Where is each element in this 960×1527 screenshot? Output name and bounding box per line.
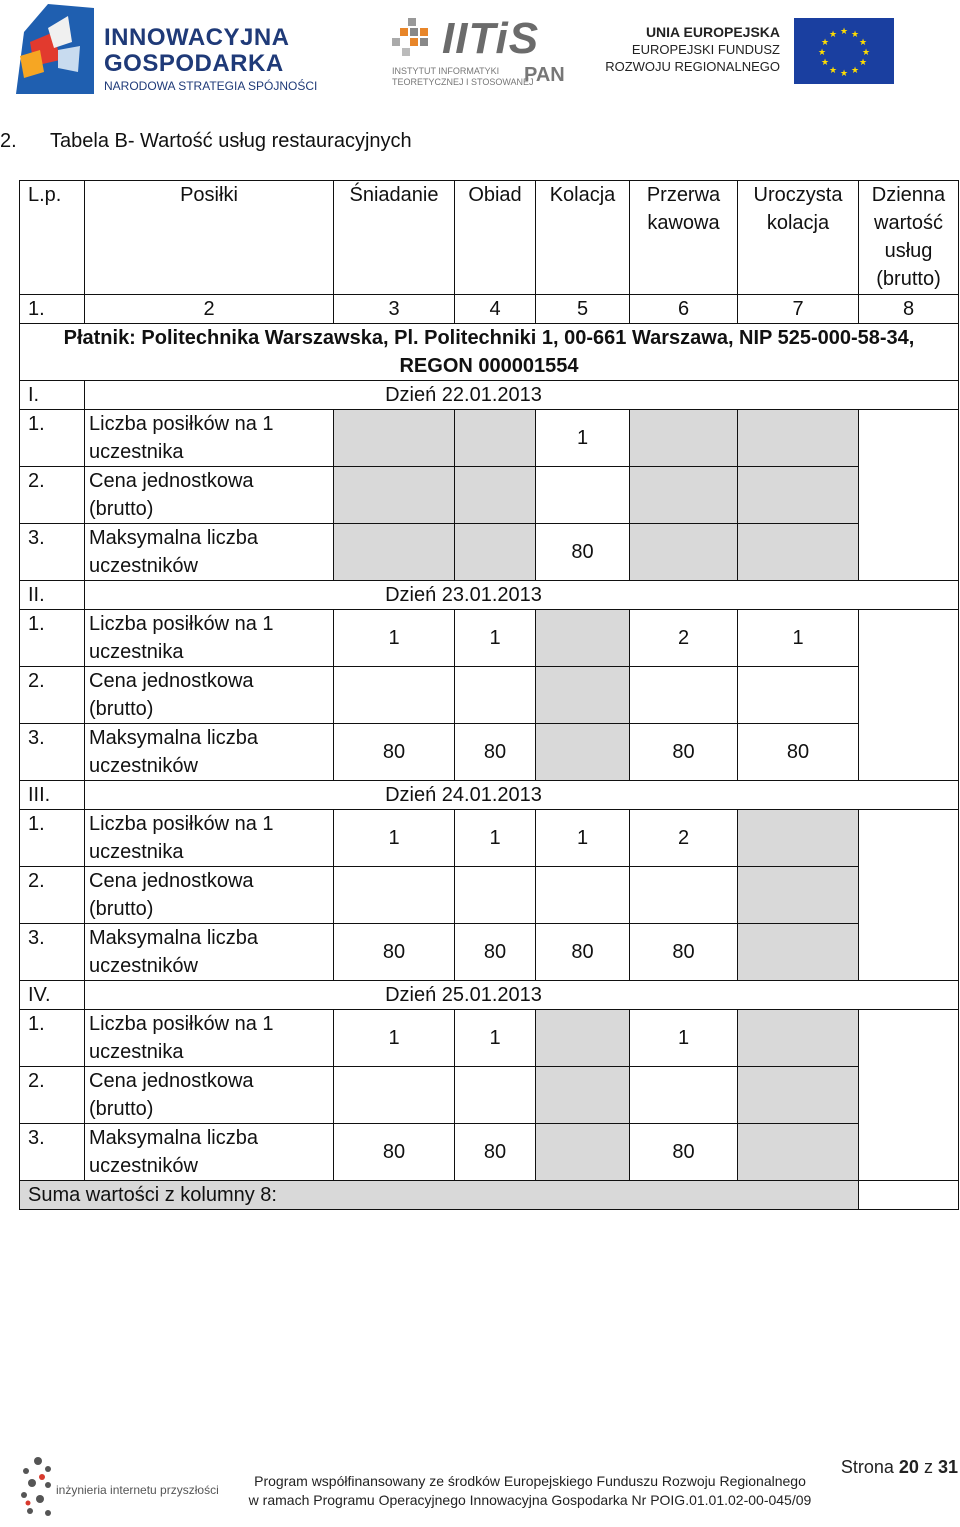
cell-uroczysta	[738, 410, 859, 467]
day-row	[20, 981, 959, 1010]
price-row	[20, 467, 959, 524]
row-label-line2: uczestnika	[89, 441, 184, 463]
program-line1: Program współfinansowany ze środków Europejskiego Funduszu Rozwoju Regionalnego	[254, 1473, 806, 1489]
day-roman: II.	[20, 581, 85, 610]
row-label-line1: Cena jednostkowa	[89, 1070, 254, 1092]
cell-obiad	[455, 667, 536, 724]
cell-obiad: 1	[455, 810, 536, 867]
row-label	[85, 724, 334, 781]
row-label-line1: Liczba posiłków na 1	[89, 613, 274, 635]
row-label-line1: Liczba posiłków na 1	[89, 1013, 274, 1035]
row-number: 2.	[20, 467, 85, 524]
cell-obiad	[455, 867, 536, 924]
row-label	[85, 1067, 334, 1124]
colnum-6: 6	[630, 295, 738, 324]
cell-dzienna	[859, 810, 959, 981]
cell-sniadanie: 80	[334, 724, 455, 781]
row-label-line2: uczestnika	[89, 841, 184, 863]
cell-kolacja: 80	[536, 924, 630, 981]
day-label: Dzień 23.01.2013	[85, 581, 959, 610]
footer-logo	[18, 1455, 238, 1521]
row-number: 1.	[20, 1010, 85, 1067]
row-label-line2: (brutto)	[89, 698, 154, 720]
max-row	[20, 924, 959, 981]
colnum-8: 8	[859, 295, 959, 324]
colnum-7: 7	[738, 295, 859, 324]
row-number: 3.	[20, 924, 85, 981]
svg-text:★: ★	[820, 58, 830, 68]
day-roman: III.	[20, 781, 85, 810]
row-number: 3.	[20, 1124, 85, 1181]
eu-line3: ROZWOJU REGIONALNEGO	[605, 59, 780, 74]
cell-sniadanie: 1	[334, 810, 455, 867]
cell-kolacja	[536, 467, 630, 524]
meals-row	[20, 1010, 959, 1067]
svg-text:★: ★	[820, 38, 830, 48]
iitis-pan: PAN	[524, 64, 565, 86]
cell-obiad: 80	[455, 724, 536, 781]
sum-label: Suma wartości z kolumny 8:	[20, 1181, 859, 1210]
eu-stars-icon	[794, 18, 894, 84]
row-label	[85, 867, 334, 924]
cell-kolacja	[536, 610, 630, 667]
row-number: 1.	[20, 410, 85, 467]
page-total: 31	[937, 1457, 958, 1477]
cell-sniadanie: 80	[334, 924, 455, 981]
cell-sniadanie	[334, 1067, 455, 1124]
day-roman: IV.	[20, 981, 85, 1010]
cell-uroczysta	[738, 867, 859, 924]
row-label-line2: (brutto)	[89, 498, 154, 520]
program-note	[240, 1472, 820, 1510]
cell-obiad: 1	[455, 1010, 536, 1067]
row-label-line2: uczestnika	[89, 641, 184, 663]
svg-text:★: ★	[828, 66, 838, 76]
ig-line3: NARODOWA STRATEGIA SPÓJNOŚCI	[104, 79, 318, 93]
row-label	[85, 467, 334, 524]
cell-przerwa	[630, 1067, 738, 1124]
day-roman: I.	[20, 381, 85, 410]
restaurant-services-table	[19, 180, 959, 1210]
eu-line1: UNIA EUROPEJSKA	[645, 24, 780, 40]
row-number: 3.	[20, 724, 85, 781]
cell-sniadanie	[334, 867, 455, 924]
cell-przerwa: 2	[630, 610, 738, 667]
page-current: 20	[898, 1457, 919, 1477]
cell-obiad	[455, 467, 536, 524]
cell-uroczysta: 1	[738, 610, 859, 667]
svg-text:★: ★	[858, 38, 868, 48]
cell-obiad: 80	[455, 924, 536, 981]
row-label-line1: Maksymalna liczba	[89, 927, 258, 949]
colnum-5: 5	[536, 295, 630, 324]
day-label: Dzień 22.01.2013	[85, 381, 959, 410]
row-label	[85, 524, 334, 581]
price-row	[20, 867, 959, 924]
svg-text:★: ★	[858, 58, 868, 68]
cell-sniadanie	[334, 524, 455, 581]
cell-przerwa: 2	[630, 810, 738, 867]
cell-sniadanie	[334, 467, 455, 524]
header-logos	[0, 0, 960, 100]
cell-sniadanie: 80	[334, 1124, 455, 1181]
row-number: 1.	[20, 610, 85, 667]
row-label	[85, 810, 334, 867]
row-label-line1: Cena jednostkowa	[89, 670, 254, 692]
meals-row	[20, 610, 959, 667]
program-line2: w ramach Programu Operacyjnego Innowacyjna Gospodarka Nr POIG.01.01.02-00-045/09	[248, 1492, 812, 1508]
cell-kolacja	[536, 1010, 630, 1067]
day-row	[20, 781, 959, 810]
payer-row	[20, 324, 959, 381]
cell-kolacja: 1	[536, 810, 630, 867]
day-row	[20, 381, 959, 410]
row-label-line1: Maksymalna liczba	[89, 1127, 258, 1149]
header-uroczysta: Uroczysta kolacja	[738, 181, 859, 295]
column-number-row	[20, 295, 959, 324]
ig-mark-icon	[14, 2, 96, 96]
price-row	[20, 1067, 959, 1124]
cell-obiad	[455, 410, 536, 467]
header-przerwa: Przerwa kawowa	[630, 181, 738, 295]
payer-cell	[20, 324, 959, 381]
network-dots-icon	[18, 1455, 58, 1521]
cell-kolacja	[536, 1124, 630, 1181]
colnum-1: 1.	[20, 295, 85, 324]
cell-obiad	[455, 1067, 536, 1124]
sum-row	[20, 1181, 959, 1210]
day-row	[20, 581, 959, 610]
eu-logo	[605, 18, 894, 84]
cell-sniadanie: 1	[334, 610, 455, 667]
iitis-subtitle-2: TEORETYCZNEJ I STOSOWANEJ	[392, 77, 534, 87]
row-label-line1: Liczba posiłków na 1	[89, 413, 274, 435]
cell-przerwa	[630, 867, 738, 924]
price-row	[20, 667, 959, 724]
colnum-2: 2	[85, 295, 334, 324]
ig-line2: GOSPODARKA	[104, 50, 284, 77]
cell-przerwa: 80	[630, 1124, 738, 1181]
iitis-subtitle-1: INSTYTUT INFORMATYKI	[392, 66, 500, 76]
header-row	[20, 181, 959, 295]
cell-kolacja: 80	[536, 524, 630, 581]
header-dzienna: Dzienna wartość usług (brutto)	[859, 181, 959, 295]
row-label	[85, 924, 334, 981]
row-label	[85, 667, 334, 724]
cell-sniadanie	[334, 410, 455, 467]
header-sniadanie: Śniadanie	[334, 181, 455, 295]
innowacyjna-gospodarka-logo	[14, 0, 334, 98]
svg-text:★: ★	[817, 48, 827, 58]
row-number: 2.	[20, 867, 85, 924]
svg-text:★: ★	[839, 27, 849, 37]
header-obiad: Obiad	[455, 181, 536, 295]
cell-kolacja: 1	[536, 410, 630, 467]
row-number: 2.	[20, 667, 85, 724]
row-label-line2: uczestników	[89, 555, 198, 577]
cell-uroczysta	[738, 1124, 859, 1181]
cell-przerwa	[630, 524, 738, 581]
row-label-line2: uczestników	[89, 1155, 198, 1177]
row-number: 2.	[20, 1067, 85, 1124]
row-label	[85, 1010, 334, 1067]
svg-text:★: ★	[861, 48, 871, 58]
header-lp: L.p.	[20, 181, 85, 295]
row-label-line1: Maksymalna liczba	[89, 727, 258, 749]
cell-uroczysta	[738, 1010, 859, 1067]
meals-row	[20, 410, 959, 467]
cell-kolacja	[536, 867, 630, 924]
cell-przerwa: 1	[630, 1010, 738, 1067]
row-label-line2: (brutto)	[89, 1098, 154, 1120]
cell-obiad	[455, 524, 536, 581]
meals-row	[20, 810, 959, 867]
cell-obiad: 80	[455, 1124, 536, 1181]
page-number	[841, 1457, 958, 1478]
cell-uroczysta	[738, 524, 859, 581]
cell-sniadanie: 1	[334, 1010, 455, 1067]
cell-dzienna	[859, 610, 959, 781]
svg-text:★: ★	[839, 69, 849, 79]
max-row	[20, 524, 959, 581]
iitis-pixel-icon	[392, 18, 440, 66]
row-label-line1: Cena jednostkowa	[89, 470, 254, 492]
max-row	[20, 724, 959, 781]
cell-przerwa	[630, 467, 738, 524]
heading-text: Tabela B- Wartość usług restauracyjnych	[50, 130, 412, 152]
row-label	[85, 1124, 334, 1181]
colnum-4: 4	[455, 295, 536, 324]
colnum-3: 3	[334, 295, 455, 324]
day-label: Dzień 25.01.2013	[85, 981, 959, 1010]
eu-line2: EUROPEJSKI FUNDUSZ	[631, 42, 780, 57]
cell-sniadanie	[334, 667, 455, 724]
row-label	[85, 410, 334, 467]
row-label-line1: Maksymalna liczba	[89, 527, 258, 549]
day-label: Dzień 24.01.2013	[85, 781, 959, 810]
cell-uroczysta	[738, 667, 859, 724]
row-label-line1: Cena jednostkowa	[89, 870, 254, 892]
iitis-logo	[392, 14, 567, 90]
cell-kolacja	[536, 667, 630, 724]
footer-logo-text: inżynieria internetu przyszłości	[56, 1483, 219, 1497]
cell-dzienna	[859, 410, 959, 581]
cell-uroczysta	[738, 810, 859, 867]
payer-line1: Płatnik: Politechnika Warszawska, Pl. Politechniki 1, 00-661 Warszawa, NIP 525-000-58-34,	[63, 327, 915, 349]
row-number: 3.	[20, 524, 85, 581]
cell-uroczysta	[738, 467, 859, 524]
cell-kolacja	[536, 724, 630, 781]
page-prefix: Strona	[840, 1457, 894, 1477]
cell-uroczysta	[738, 924, 859, 981]
row-label-line2: uczestników	[89, 755, 198, 777]
ig-line1: INNOWACYJNA	[104, 24, 290, 51]
svg-text:★: ★	[850, 66, 860, 76]
row-label-line2: (brutto)	[89, 898, 154, 920]
cell-przerwa: 80	[630, 724, 738, 781]
cell-kolacja	[536, 1067, 630, 1124]
row-label-line2: uczestnika	[89, 1041, 184, 1063]
header-kolacja: Kolacja	[536, 181, 630, 295]
cell-przerwa	[630, 667, 738, 724]
header-posilki: Posiłki	[85, 181, 334, 295]
iitis-wordmark: IITiS	[442, 14, 540, 63]
row-label-line2: uczestników	[89, 955, 198, 977]
row-label-line1: Liczba posiłków na 1	[89, 813, 274, 835]
eu-flag-icon	[794, 18, 894, 84]
cell-uroczysta	[738, 1067, 859, 1124]
sum-value	[859, 1181, 959, 1210]
max-row	[20, 1124, 959, 1181]
payer-line2: REGON 000001554	[399, 355, 579, 377]
page-sep: z	[923, 1457, 933, 1477]
cell-przerwa	[630, 410, 738, 467]
row-label	[85, 610, 334, 667]
svg-text:★: ★	[850, 30, 860, 40]
heading-number: 2.	[0, 130, 17, 152]
cell-przerwa: 80	[630, 924, 738, 981]
row-number: 1.	[20, 810, 85, 867]
cell-obiad: 1	[455, 610, 536, 667]
cell-uroczysta: 80	[738, 724, 859, 781]
cell-dzienna	[859, 1010, 959, 1181]
svg-text:★: ★	[828, 30, 838, 40]
